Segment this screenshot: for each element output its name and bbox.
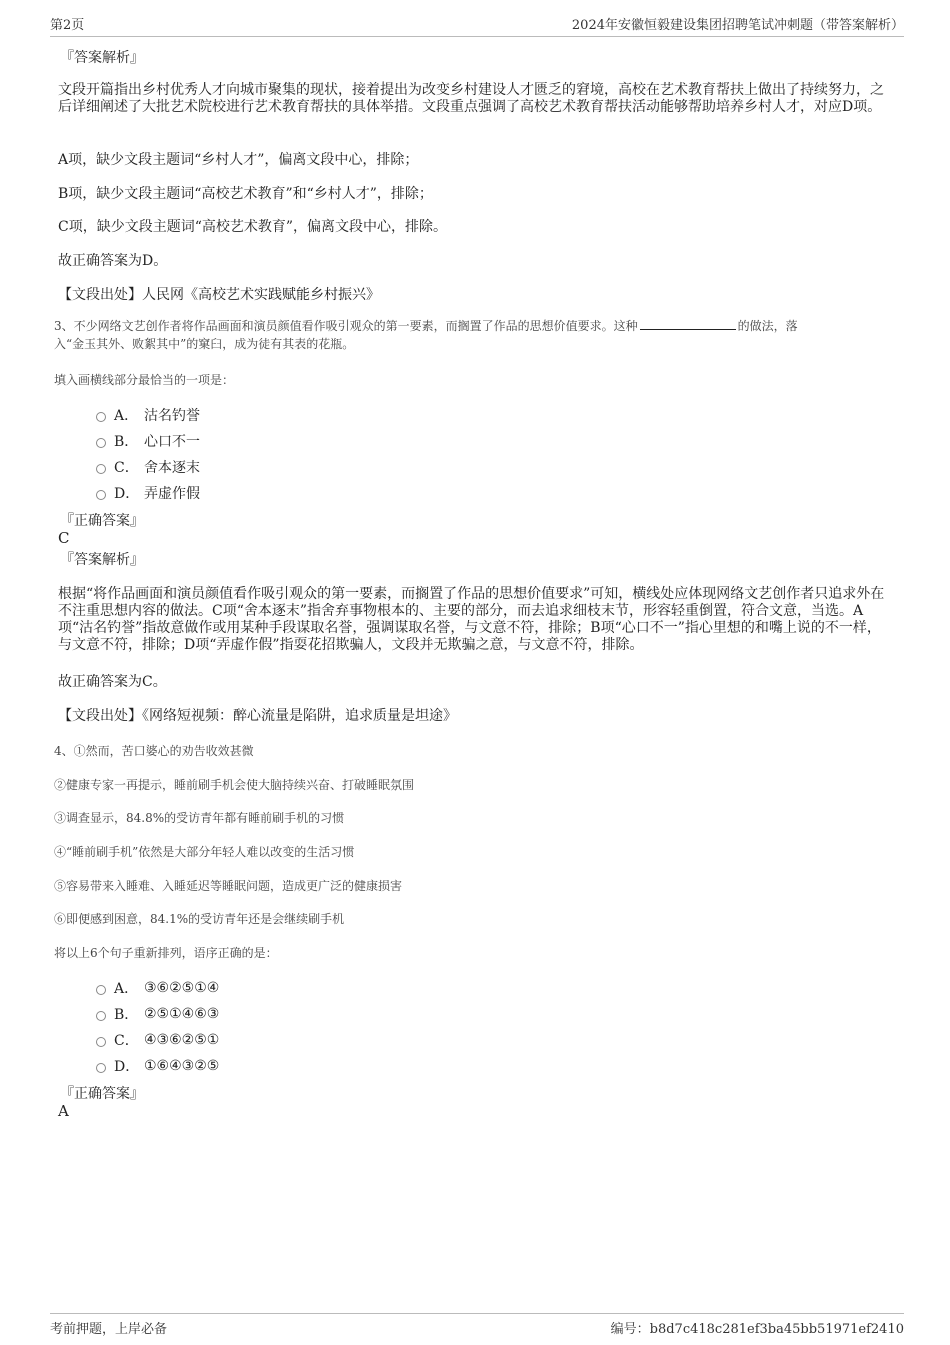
- q2-option-b-note: B项，缺少文段主题词“高校艺术教育”和“乡村人才”，排除；: [58, 186, 433, 202]
- q4-option-b[interactable]: B． ②⑤①④⑥③: [96, 1005, 219, 1023]
- page-header: [50, 14, 904, 37]
- radio-icon[interactable]: [96, 1011, 106, 1021]
- q3-stem-part2: 的做法，落: [737, 319, 798, 333]
- q3-analysis-label: 『答案解析』: [60, 552, 144, 568]
- q3-stem-line2: 入“金玉其外、败絮其中”的窠臼，成为徒有其表的花瓶。: [54, 337, 355, 351]
- q3-stem-part1: 3、不少网络文艺创作者将作品画面和演员颜值看作吸引观众的第一要素，而搁置了作品的思想价值要求。这种: [54, 319, 638, 333]
- q3-source: 【文段出处】《网络短视频：醉心流量是陷阱，追求质量是坦途》: [58, 708, 457, 724]
- radio-icon[interactable]: [96, 985, 106, 995]
- footer-slogan: 考前押题，上岸必备: [50, 1322, 168, 1337]
- q2-analysis-text: 文段开篇指出乡村优秀人才向城市聚集的现状，接着提出为改变乡村建设人才匮乏的窘境，高校在艺术教育帮扶上做出了持续努力，之后详细阐述了大批艺术院校进行艺术教育帮扶的具体举措。文段重点强调了高校艺术教育帮扶活动能够帮助培养乡村人才，对应D项。: [58, 82, 884, 115]
- q4-option-d[interactable]: D． ①⑥④③②⑤: [96, 1057, 219, 1075]
- q2-option-c-note: C项，缺少文段主题词“高校艺术教育”，偏离文段中心，排除。: [58, 219, 448, 235]
- q4-sentence-2: ②健康专家一再提示，睡前刷手机会使大脑持续兴奋、打破睡眠氛围: [54, 778, 415, 792]
- q4-correct-label: 『正确答案』: [60, 1086, 144, 1102]
- q4-sentence-4: ④“睡前刷手机”依然是大部分年轻人难以改变的生活习惯: [54, 845, 355, 859]
- radio-icon[interactable]: [96, 490, 106, 500]
- q3-analysis-text: 根据“将作品画面和演员颜值看作吸引观众的第一要素，而搁置了作品的思想价值要求”可知，横线处应体现网络文艺创作者只追求外在不注重思想内容的做法。C项“舍本逐末”指舍弃事物根本的、主要的部分，而去追求细枝末节，形容轻重倒置，符合文意，当选。A项“沽名钓誉”指故意做作或用某种手段谋取名誉，强调谋取名誉，与文意不符，排除；B项“心口不一”指心里想的和嘴上说的不一样，与文意不符，排除；D项“弄虚作假”指耍花招欺骗人，文段并无欺骗之意，与文意不符，排除。: [58, 586, 885, 653]
- q4-prompt: 将以上6个句子重新排列，语序正确的是：: [54, 946, 278, 960]
- q3-correct-value: C: [58, 529, 70, 547]
- q3-option-b[interactable]: B． 心口不一: [96, 432, 200, 450]
- q3-prompt: 填入画横线部分最恰当的一项是：: [54, 373, 235, 387]
- q2-analysis-label: 『答案解析』: [60, 50, 144, 66]
- radio-icon[interactable]: [96, 464, 106, 474]
- q3-option-c[interactable]: C． 舍本逐末: [96, 458, 200, 476]
- q4-option-c[interactable]: C． ④③⑥②⑤①: [96, 1031, 219, 1049]
- q3-conclusion: 故正确答案为C。: [58, 674, 167, 690]
- q3-stem: [54, 317, 888, 353]
- page-number: 第2页: [50, 18, 85, 33]
- q4-sentence-3: ③调查显示，84.8%的受访青年都有睡前刷手机的习惯: [54, 811, 345, 825]
- radio-icon[interactable]: [96, 412, 106, 422]
- q4-correct-value: A: [58, 1102, 69, 1120]
- q4-option-a[interactable]: A． ③⑥②⑤①④: [96, 979, 219, 997]
- q3-option-a[interactable]: A． 沽名钓誉: [96, 406, 200, 424]
- q2-source: 【文段出处】人民网《高校艺术实践赋能乡村振兴》: [58, 287, 380, 303]
- q4-sentence-6: ⑥即便感到困意，84.1%的受访青年还是会继续刷手机: [54, 912, 345, 926]
- q4-sentence-5: ⑤容易带来入睡难、入睡延迟等睡眠问题，造成更广泛的健康损害: [54, 879, 403, 893]
- q4-sentence-1: 4、①然而，苦口婆心的劝告收效甚微: [54, 744, 254, 758]
- page-footer: [50, 1313, 904, 1337]
- document-title: 2024年安徽恒毅建设集团招聘笔试冲刺题（带答案解析）: [571, 18, 904, 33]
- radio-icon[interactable]: [96, 1037, 106, 1047]
- document-id: 编号：b8d7c418c281ef3ba45bb51971ef2410: [610, 1322, 904, 1337]
- radio-icon[interactable]: [96, 438, 106, 448]
- q3-blank: [640, 318, 736, 330]
- q3-correct-label: 『正确答案』: [60, 513, 144, 529]
- q2-option-a-note: A项，缺少文段主题词“乡村人才”，偏离文段中心，排除；: [58, 152, 419, 168]
- q2-conclusion: 故正确答案为D。: [58, 253, 168, 269]
- q3-option-d[interactable]: D． 弄虚作假: [96, 484, 200, 502]
- radio-icon[interactable]: [96, 1063, 106, 1073]
